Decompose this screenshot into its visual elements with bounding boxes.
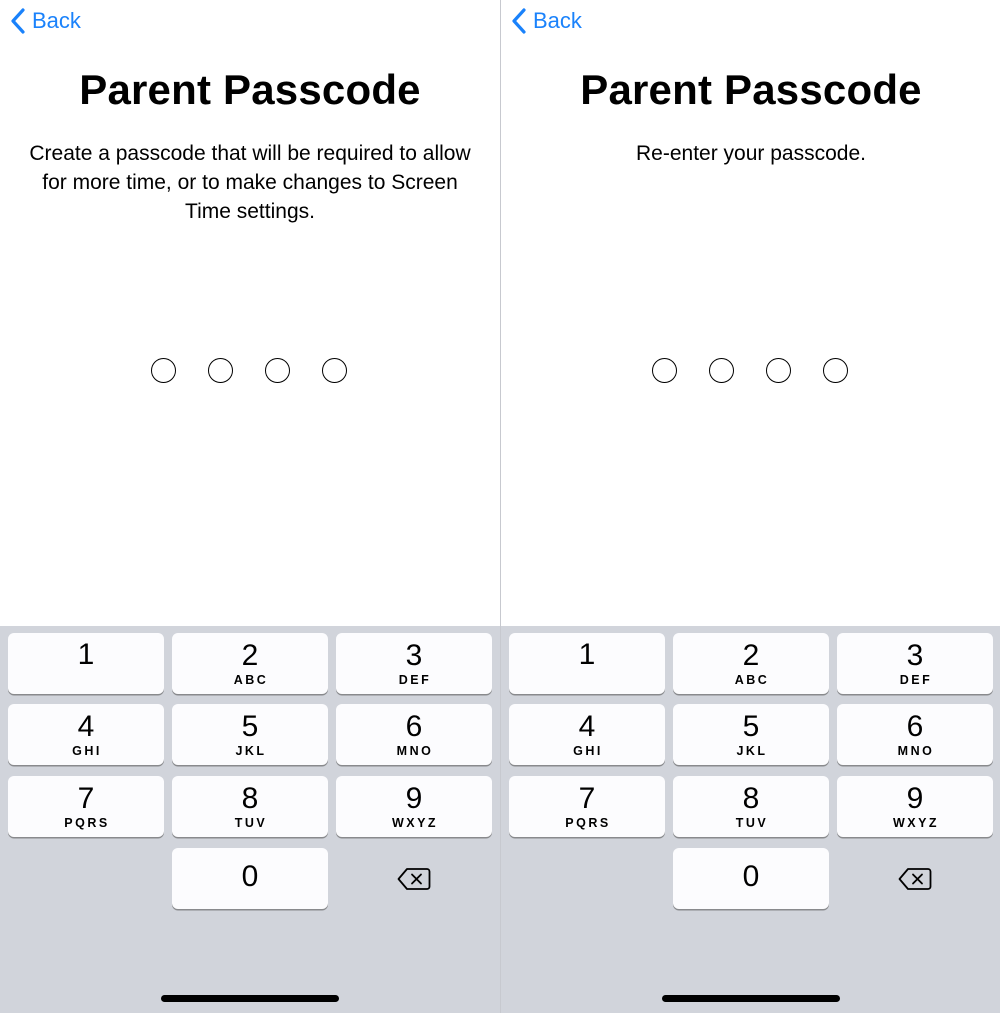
passcode-dot xyxy=(709,358,734,383)
passcode-dot xyxy=(823,358,848,383)
key-digit: 5 xyxy=(742,710,760,743)
key-letters: DEF xyxy=(899,673,933,687)
key-digit: 1 xyxy=(578,638,596,671)
key-3[interactable] xyxy=(837,633,993,694)
key-3[interactable] xyxy=(336,633,492,694)
screen-reenter-passcode xyxy=(500,0,1000,1013)
key-letters: WXYZ xyxy=(892,816,940,830)
key-digit: 6 xyxy=(405,710,423,743)
key-digit: 8 xyxy=(241,782,259,815)
key-letters: WXYZ xyxy=(391,816,439,830)
key-8[interactable] xyxy=(673,776,829,837)
key-6[interactable] xyxy=(336,704,492,765)
number-keypad xyxy=(0,626,500,1013)
key-digit: 0 xyxy=(241,860,259,893)
key-digit: 6 xyxy=(906,710,924,743)
number-keypad xyxy=(501,626,1000,1013)
key-7[interactable] xyxy=(8,776,164,837)
key-digit: 2 xyxy=(241,639,259,672)
key-5[interactable] xyxy=(172,704,328,765)
key-digit: 3 xyxy=(906,639,924,672)
delete-backspace-icon xyxy=(397,867,431,891)
delete-backspace-icon xyxy=(898,867,932,891)
back-label: Back xyxy=(533,8,582,33)
key-1[interactable] xyxy=(8,633,164,694)
page-title: Parent Passcode xyxy=(79,66,421,113)
key-letters: GHI xyxy=(72,744,102,758)
chevron-left-icon xyxy=(511,7,527,35)
key-digit: 9 xyxy=(906,782,924,815)
key-letters: JKL xyxy=(736,744,768,758)
passcode-dot xyxy=(766,358,791,383)
key-0[interactable] xyxy=(172,848,328,909)
key-5[interactable] xyxy=(673,704,829,765)
page-subtitle: Re-enter your passcode. xyxy=(636,142,866,165)
key-digit: 7 xyxy=(578,782,596,815)
key-letters: PQRS xyxy=(64,816,110,830)
key-letters: DEF xyxy=(398,673,432,687)
key-letters: ABC xyxy=(233,673,269,687)
home-indicator[interactable] xyxy=(662,995,840,1002)
key-digit: 4 xyxy=(578,710,596,743)
delete-key[interactable] xyxy=(837,848,993,909)
chevron-left-icon xyxy=(10,7,26,35)
page-subtitle: Create a passcode that will be required to allow for more time, or to make changes to Screen Time settings. xyxy=(29,142,471,223)
home-indicator[interactable] xyxy=(161,995,339,1002)
key-letters: PQRS xyxy=(565,816,611,830)
page-title: Parent Passcode xyxy=(580,66,922,113)
passcode-dot xyxy=(652,358,677,383)
key-letters: MNO xyxy=(897,744,935,758)
key-digit: 7 xyxy=(77,782,95,815)
passcode-dot xyxy=(151,358,176,383)
key-letters: GHI xyxy=(573,744,603,758)
key-0[interactable] xyxy=(673,848,829,909)
key-digit: 2 xyxy=(742,639,760,672)
key-9[interactable] xyxy=(336,776,492,837)
key-2[interactable] xyxy=(172,633,328,694)
key-4[interactable] xyxy=(509,704,665,765)
key-letters: TUV xyxy=(735,816,769,830)
key-digit: 0 xyxy=(742,860,760,893)
back-button[interactable] xyxy=(511,5,582,37)
back-label: Back xyxy=(32,8,81,33)
passcode-dot xyxy=(322,358,347,383)
key-letters: JKL xyxy=(235,744,267,758)
key-digit: 1 xyxy=(77,638,95,671)
key-1[interactable] xyxy=(509,633,665,694)
passcode-dot xyxy=(265,358,290,383)
passcode-dots xyxy=(0,358,500,383)
back-button[interactable] xyxy=(10,5,81,37)
key-digit: 9 xyxy=(405,782,423,815)
passcode-dot xyxy=(208,358,233,383)
key-8[interactable] xyxy=(172,776,328,837)
key-digit: 3 xyxy=(405,639,423,672)
key-6[interactable] xyxy=(837,704,993,765)
key-2[interactable] xyxy=(673,633,829,694)
passcode-dots xyxy=(501,358,1000,383)
key-digit: 8 xyxy=(742,782,760,815)
key-letters: MNO xyxy=(396,744,434,758)
delete-key[interactable] xyxy=(336,848,492,909)
key-digit: 4 xyxy=(77,710,95,743)
key-9[interactable] xyxy=(837,776,993,837)
key-letters: ABC xyxy=(734,673,770,687)
key-digit: 5 xyxy=(241,710,259,743)
key-letters: TUV xyxy=(234,816,268,830)
key-7[interactable] xyxy=(509,776,665,837)
key-4[interactable] xyxy=(8,704,164,765)
